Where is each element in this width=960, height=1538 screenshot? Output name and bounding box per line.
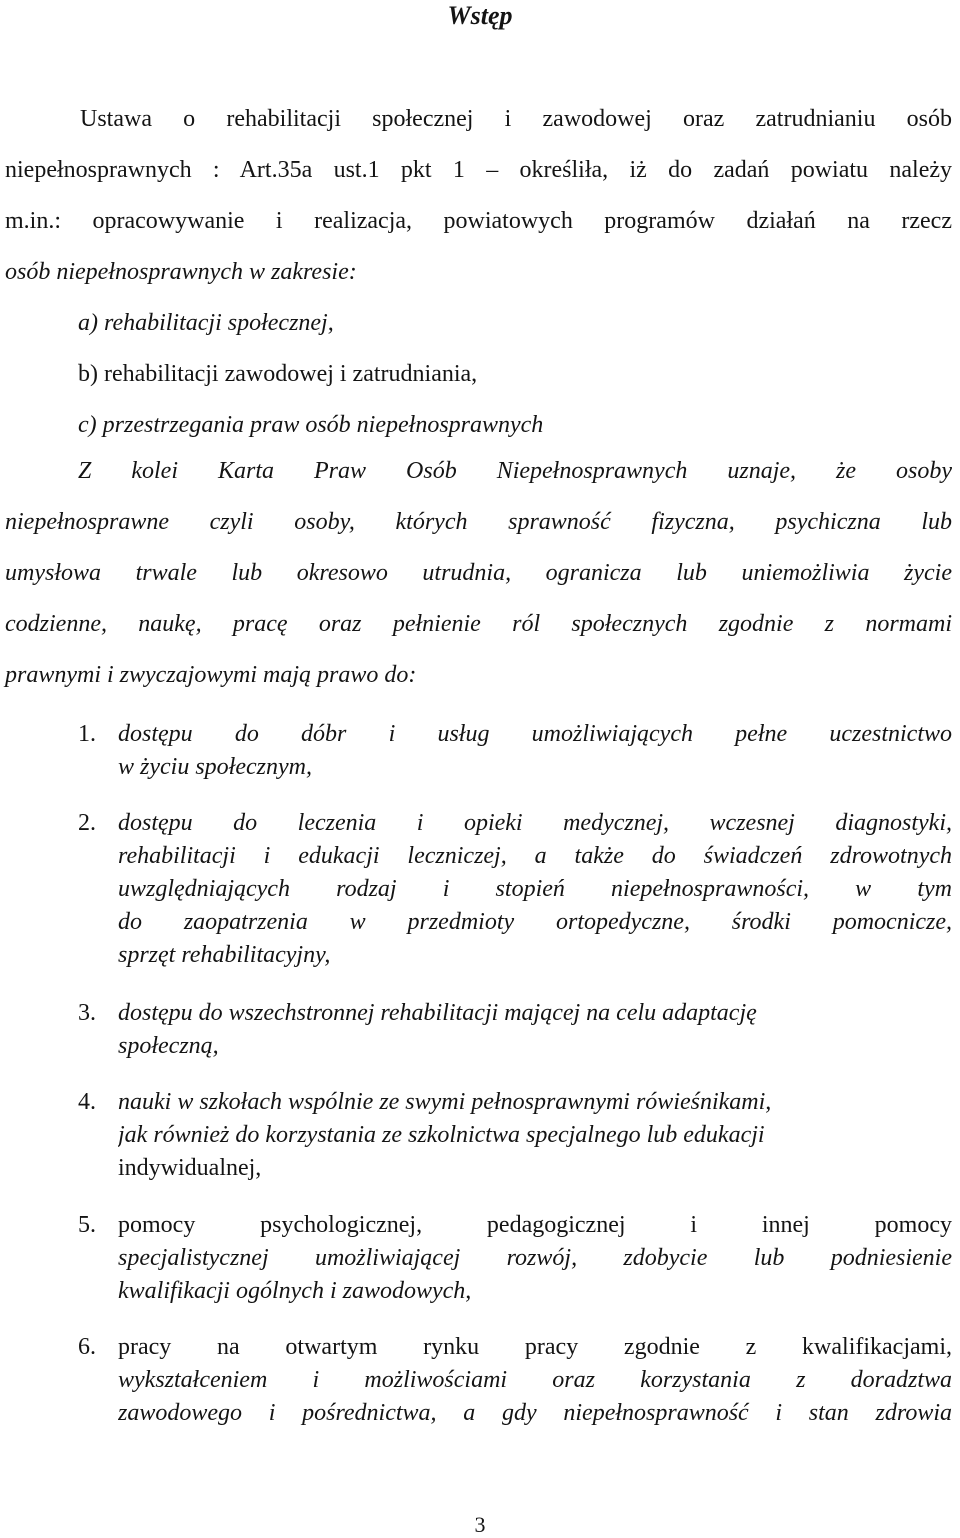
intro-line: osób niepełnosprawnych w zakresie:	[5, 259, 357, 285]
karta-line: umysłowa trwale lub okresowo utrudnia, ogranicza lub uniemożliwia życie	[5, 560, 952, 586]
item-line: jak również do korzystania ze szkolnictwa specjalnego lub edukacji	[118, 1122, 765, 1148]
item-line: rehabilitacji i edukacji leczniczej, a także do świadczeń zdrowotnych	[118, 843, 952, 869]
item-number: 1.	[78, 721, 96, 747]
item-line: sprzęt rehabilitacyjny,	[118, 942, 331, 968]
item-line: uwzględniających rodzaj i stopień niepełnosprawności, w tym	[118, 876, 952, 902]
intro-point: c) przestrzegania praw osób niepełnosprawnych	[78, 412, 544, 438]
item-number: 3.	[78, 1000, 96, 1026]
item-line: indywidualnej,	[118, 1155, 262, 1181]
intro-paragraph	[5, 94, 952, 451]
item-line: specjalistycznej umożliwiającej rozwój, zdobycie lub podniesienie	[118, 1245, 952, 1271]
item-line: kwalifikacji ogólnych i zawodowych,	[118, 1278, 472, 1304]
item-line: nauki w szkołach wspólnie ze swymi pełnosprawnymi rówieśnikami,	[118, 1089, 772, 1115]
karta-paragraph	[5, 446, 952, 701]
item-line: w życiu społecznym,	[118, 754, 312, 780]
item-line: zawodowego i pośrednictwa, a gdy niepełnosprawność i stan zdrowia	[118, 1400, 952, 1426]
item-line: do zaopatrzenia w przedmioty ortopedyczne, środki pomocnicze,	[118, 909, 952, 935]
item-number: 6.	[78, 1334, 96, 1360]
intro-point: a) rehabilitacji społecznej,	[78, 310, 334, 336]
karta-line: Z kolei Karta Praw Osób Niepełnosprawnych uznaje, że osoby	[78, 458, 952, 484]
page-title: Wstęp	[447, 1, 513, 30]
karta-line: niepełnosprawne czyli osoby, których sprawność fizyczna, psychiczna lub	[5, 509, 952, 535]
karta-line: prawnymi i zwyczajowymi mają prawo do:	[5, 662, 417, 688]
item-line: społeczną,	[118, 1033, 219, 1059]
item-number: 4.	[78, 1089, 96, 1115]
item-number: 5.	[78, 1212, 96, 1238]
page-number: 3	[474, 1512, 486, 1537]
intro-line: m.in.: opracowywanie i realizacja, powiatowych programów działań na rzecz	[5, 208, 952, 234]
intro-line: niepełnosprawnych : Art.35a ust.1 pkt 1 – określiła, iż do zadań powiatu należy	[5, 157, 952, 183]
intro-point: b) rehabilitacji zawodowej i zatrudniania,	[78, 361, 478, 387]
item-line: dostępu do leczenia i opieki medycznej, wczesnej diagnostyki,	[118, 810, 952, 836]
item-number: 2.	[78, 810, 96, 836]
karta-line: codzienne, naukę, pracę oraz pełnienie ról społecznych zgodnie z normami	[5, 611, 952, 637]
item-line: dostępu do dóbr i usług umożliwiających pełne uczestnictwo	[118, 721, 952, 747]
item-line: pomocy psychologicznej, pedagogicznej i innej pomocy	[118, 1212, 952, 1238]
item-line: wykształceniem i możliwościami oraz korzystania z doradztwa	[118, 1367, 952, 1393]
intro-line: Ustawa o rehabilitacji społecznej i zawodowej oraz zatrudnianiu osób	[80, 106, 952, 132]
item-line: dostępu do wszechstronnej rehabilitacji mającej na celu adaptację	[118, 1000, 757, 1026]
item-line: pracy na otwartym rynku pracy zgodnie z kwalifikacjami,	[118, 1334, 952, 1360]
